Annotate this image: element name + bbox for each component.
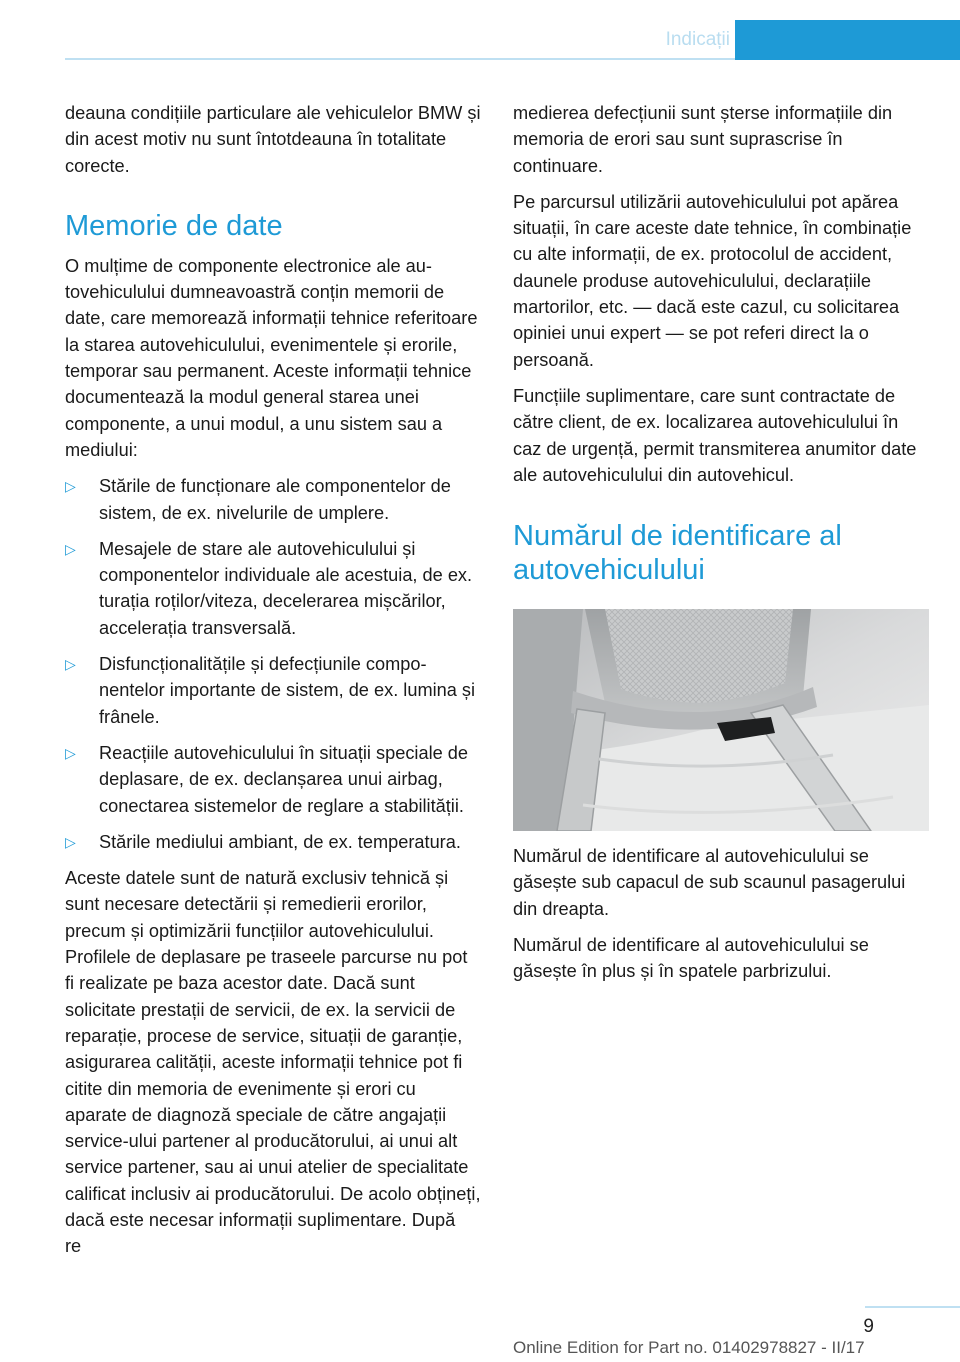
memory-paragraph: O mulțime de componente electronice ale autovehiculului dumneavoastră conțin memorii de date, care memorează informații tehnice referitoare la starea autovehiculului, evenimentele și erorile, temporar sau permanent. Aceste informații tehnice documentează la modul general starea unei componente, a unui modul, a unu sistem sau a mediului: — [65, 255, 478, 460]
data-usage-paragraph: Aceste datele sunt de natură exclusiv tehnică și sunt necesare detectării și remedierii erorilor, precum și optimizării funcțiilor autovehiculului. Profilele de deplasare pe traseele parcurse nu pot fi realizate pe baza acestor date. Dacă sunt solicitate prestații de servicii, de ex. la servicii de reparație, procese de service, situații de garanție, asigurarea calității, aceste informații tehnice pot fi citite din memoria de evenimente și erori cu aparate de diagnoză speciale de către angajații service-ului partener al producătorului, ai unui alt service partener, sau ai unui atelier de specialitate calificat inclusiv ai producătorului. De acolo obțineți, dacă este necesar informații suplimentare. După re — [65, 868, 481, 1257]
header-accent-tab — [735, 20, 960, 60]
vin-location-paragraph: Numărul de identificare al autovehiculului se găsește sub capacul de sub scaunul pasagerului din dreapta. — [513, 846, 906, 919]
list-item: ▷ Stările mediului ambiant, de ex. temperatura. — [65, 829, 481, 855]
seat-vin-photo — [513, 609, 929, 831]
triangle-bullet-icon: ▷ — [65, 540, 76, 557]
continuation-paragraph: medierea defecțiunii sunt șterse informațiile din memoria de erori sau sunt suprascrise în continuare. — [513, 103, 893, 176]
intro-paragraph: deauna condițiile particulare ale vehiculelor BMW și din acest motiv nu sunt întotdeauna în totalitate corecte. — [65, 103, 481, 176]
list-item: ▷ Mesajele de stare ale autovehiculului și componentelor individuale ale acestuia, de ex. turația roților/viteza, decelerarea mișcărilor, accelerația transversală. — [65, 536, 481, 641]
list-item: ▷ Disfuncționalitățile și defecțiunile componentelor importante de sistem, de ex. lumina și frânele. — [65, 651, 481, 730]
triangle-bullet-icon: ▷ — [65, 478, 76, 495]
list-item: ▷ Reacțiile autovehiculului în situații speciale de deplasare, de ex. declanșarea unui airbag, conectarea sistemelor de reglare a stabilității. — [65, 740, 481, 819]
triangle-bullet-icon: ▷ — [65, 656, 76, 673]
triangle-bullet-icon: ▷ — [65, 833, 76, 850]
triangle-bullet-icon: ▷ — [65, 744, 76, 761]
heading-vin: Numărul de identificare al autovehiculului — [513, 520, 842, 587]
page-number: 9 — [863, 1316, 874, 1337]
header-rule — [65, 58, 735, 60]
memory-bullet-list — [65, 473, 481, 855]
edition-footer: Online Edition for Part no. 01402978827 - II/17 — [513, 1338, 865, 1357]
footer-rule — [865, 1306, 960, 1308]
right-column — [513, 100, 929, 995]
functions-paragraph: Funcțiile suplimentare, care sunt contractate de către client, de ex. localizarea autovehiculului în caz de urgență, permit transmiterea anumitor date ale autovehiculului din autovehicul. — [513, 385, 917, 485]
vin-windshield-paragraph: Numărul de identificare al autovehiculului se găsește în plus și în spatele parbrizului. — [513, 935, 869, 982]
list-item: ▷ Stările de funcționare ale componentelor de sistem, de ex. nivelurile de umplere. — [65, 473, 481, 526]
left-column — [65, 100, 481, 1270]
section-title: Indicații — [665, 29, 730, 50]
heading-data-memory: Memorie de date — [65, 209, 283, 242]
usage-paragraph: Pe parcursul utilizării autovehiculului pot apărea situații, în care aceste date tehnice, în combinație cu alte informații, de ex. protocolul de accident, daunele produse autovehiculului, declarațiile martorilor, etc. — dacă este cazul, cu solicitarea opiniei unui expert — se pot referi direct la o persoană. — [513, 191, 912, 370]
